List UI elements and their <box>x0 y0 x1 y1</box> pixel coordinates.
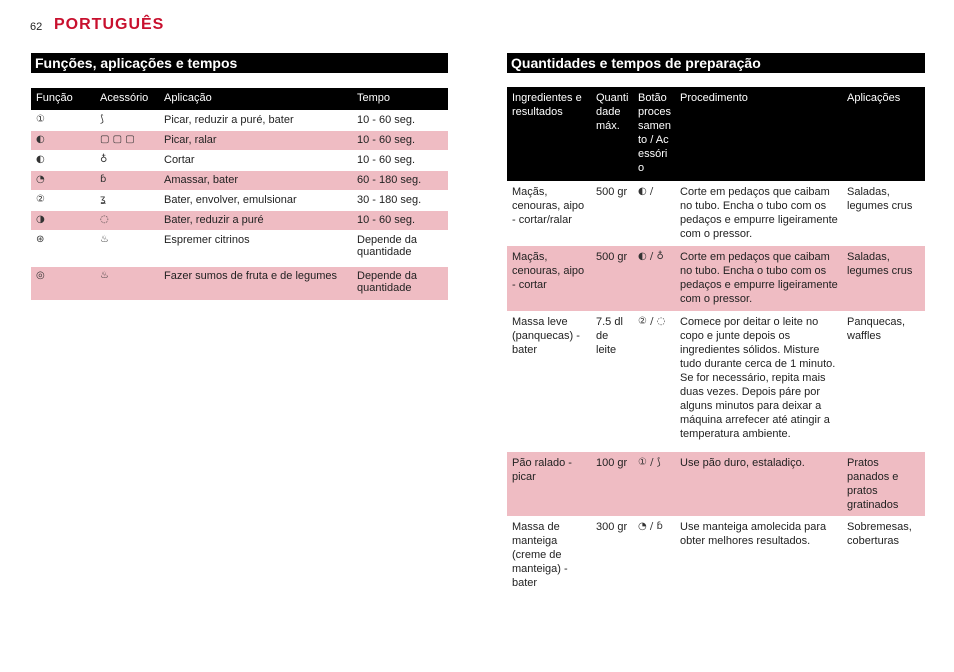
header-aplicacoes: Aplicações <box>842 87 925 181</box>
application-cell: Bater, reduzir a puré <box>159 210 352 230</box>
table-row <box>31 130 448 150</box>
function-icon: ◔ <box>31 170 95 190</box>
accessory-icon: ♁ <box>95 150 159 170</box>
applications-cell: Sobremesas, coberturas <box>842 516 925 591</box>
functions-header-row <box>31 88 448 110</box>
application-cell: Picar, reduzir a puré, bater <box>159 110 352 130</box>
time-cell: 30 - 180 seg. <box>352 190 448 210</box>
accessory-icon: ɓ <box>95 170 159 190</box>
button-accessory-icon: ◔ / ɓ <box>633 516 675 591</box>
table-row <box>507 311 925 452</box>
header-ingredientes: Ingredientes e resultados <box>507 87 591 181</box>
quantity-cell: 500 gr <box>591 246 633 311</box>
ingredient-cell: Maçãs, cenouras, aipo - cortar/ralar <box>507 181 591 246</box>
procedure-cell: Use pão duro, estaladiço. <box>675 452 842 516</box>
header-aplicacao: Aplicação <box>159 88 352 110</box>
quantity-cell: 500 gr <box>591 181 633 246</box>
header-botao: Botão processamento / Acessório <box>633 87 675 181</box>
table-row <box>507 181 925 246</box>
button-accessory-icon: ◐ / <box>633 181 675 246</box>
function-icon: ① <box>31 110 95 130</box>
applications-cell: Panquecas, waffles <box>842 311 925 452</box>
application-cell: Espremer citrinos <box>159 230 352 266</box>
accessory-icon: ◌ <box>95 210 159 230</box>
header-acessorio: Acessório <box>95 88 159 110</box>
applications-cell: Saladas, legumes crus <box>842 246 925 311</box>
ingredient-cell: Massa de manteiga (creme de manteiga) - bater <box>507 516 591 591</box>
time-cell: 10 - 60 seg. <box>352 130 448 150</box>
left-section-title: Funções, aplicações e tempos <box>31 53 448 73</box>
accessory-icon: ⟆ <box>95 110 159 130</box>
application-cell: Picar, ralar <box>159 130 352 150</box>
functions-table <box>31 88 448 300</box>
ingredient-cell: Pão ralado - picar <box>507 452 591 516</box>
ingredient-cell: Maçãs, cenouras, aipo - cortar <box>507 246 591 311</box>
application-cell: Fazer sumos de fruta e de legumes <box>159 266 352 300</box>
button-accessory-icon: ② / ◌ <box>633 311 675 452</box>
time-cell: 10 - 60 seg. <box>352 210 448 230</box>
table-row <box>31 110 448 130</box>
header-procedimento: Procedimento <box>675 87 842 181</box>
table-row <box>31 210 448 230</box>
quantities-header-row <box>507 87 925 181</box>
table-row <box>507 452 925 516</box>
table-row <box>507 246 925 311</box>
table-row <box>507 516 925 591</box>
table-row <box>31 230 448 266</box>
quantities-table <box>507 87 925 591</box>
button-accessory-icon: ① / ⟆ <box>633 452 675 516</box>
function-icon: ◐ <box>31 150 95 170</box>
accessory-icon: ▢ ▢ ▢ <box>95 130 159 150</box>
application-cell: Bater, envolver, emulsionar <box>159 190 352 210</box>
function-icon: ② <box>31 190 95 210</box>
table-row <box>31 170 448 190</box>
applications-cell: Saladas, legumes crus <box>842 181 925 246</box>
function-icon: ◎ <box>31 266 95 300</box>
time-cell: 10 - 60 seg. <box>352 150 448 170</box>
procedure-cell: Corte em pedaços que caibam no tubo. Encha o tubo com os pedaços e empurre ligeiramente com o pressor. <box>675 181 842 246</box>
page-number: 62 <box>30 21 43 33</box>
button-accessory-icon: ◐ / ♁ <box>633 246 675 311</box>
accessory-icon: ♨ <box>95 230 159 266</box>
time-cell: 10 - 60 seg. <box>352 110 448 130</box>
quantity-cell: 7.5 dl de leite <box>591 311 633 452</box>
procedure-cell: Corte em pedaços que caibam no tubo. Encha o tubo com os pedaços e empurre ligeiramente com o pressor. <box>675 246 842 311</box>
language-heading: PORTUGUÊS <box>54 16 165 33</box>
accessory-icon: ♨ <box>95 266 159 300</box>
accessory-icon: ʓ <box>95 190 159 210</box>
application-cell: Cortar <box>159 150 352 170</box>
function-icon: ◐ <box>31 130 95 150</box>
right-section-title: Quantidades e tempos de preparação <box>507 53 925 73</box>
ingredient-cell: Massa leve (panquecas) - bater <box>507 311 591 452</box>
table-row <box>31 190 448 210</box>
table-row <box>31 150 448 170</box>
header-tempo: Tempo <box>352 88 448 110</box>
function-icon: ◑ <box>31 210 95 230</box>
procedure-cell: Use manteiga amolecida para obter melhores resultados. <box>675 516 842 591</box>
time-cell: Depende da quantidade <box>352 266 448 300</box>
procedure-cell: Comece por deitar o leite no copo e junte depois os ingredientes sólidos. Misture tudo durante cerca de 1 minuto. Se for necessário, repita mais duas vezes. Depois páre por alguns minutos para deixar a máquina arrefecer até atingir a temperatura ambiente. <box>675 311 842 452</box>
time-cell: 60 - 180 seg. <box>352 170 448 190</box>
time-cell: Depende da quantidade <box>352 230 448 266</box>
header-funcao: Função <box>31 88 95 110</box>
function-icon: ⊛ <box>31 230 95 266</box>
applications-cell: Pratos panados e pratos gratinados <box>842 452 925 516</box>
application-cell: Amassar, bater <box>159 170 352 190</box>
quantity-cell: 300 gr <box>591 516 633 591</box>
header-quantidade: Quantidade máx. <box>591 87 633 181</box>
table-row <box>31 266 448 300</box>
quantity-cell: 100 gr <box>591 452 633 516</box>
